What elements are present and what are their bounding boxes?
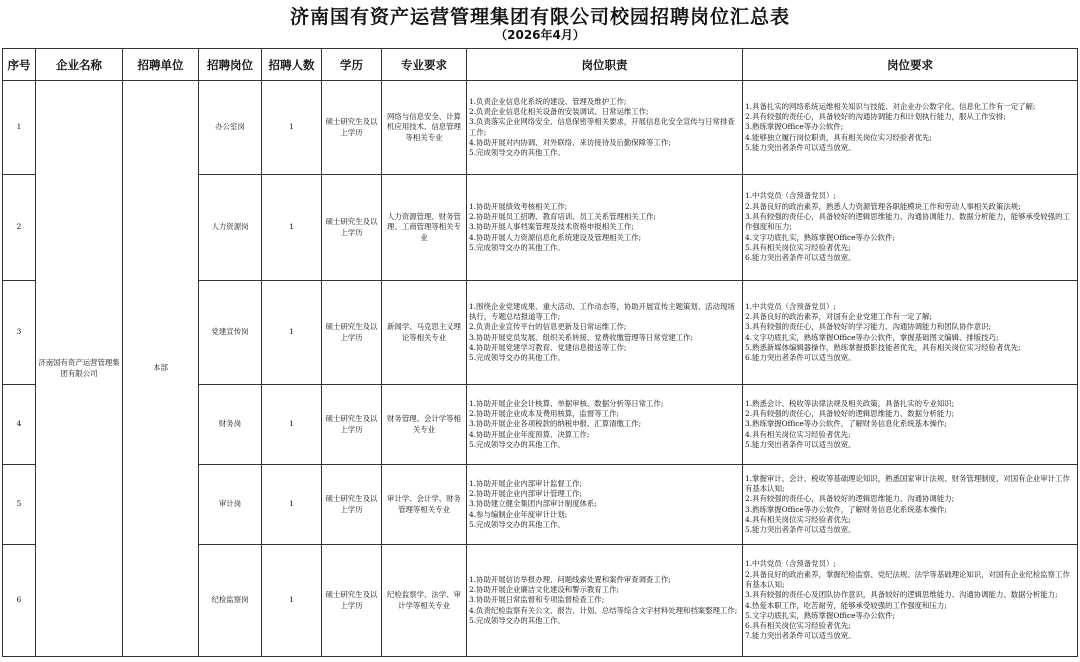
row-no: 3 bbox=[3, 281, 36, 385]
education: 硕士研究生及以上学历 bbox=[322, 545, 382, 657]
header-row bbox=[3, 49, 1078, 81]
requirement-line: 3.具有较强的责任心，具备较好的逻辑思维能力、沟通协调能力、数据分析能力，能够承受较强的工作强度和压力; bbox=[745, 212, 1070, 232]
header-education: 学历 bbox=[322, 49, 382, 81]
duty-line: 2.负责企业宣传平台的信息更新及日常运维工作; bbox=[469, 322, 627, 332]
duty-line: 5.完成领导交办的其他工作。 bbox=[469, 148, 565, 158]
duty-line: 4.协助开展人力资源信息化系统建设及管理相关工作; bbox=[469, 232, 642, 242]
requirement-line: 1.熟悉会计、税收等法律法规及相关政策，具备扎实的专业知识; bbox=[745, 398, 955, 408]
duty-line: 3.协助建立健全集团内部审计制度体系; bbox=[469, 499, 597, 509]
header-requirements: 岗位要求 bbox=[743, 49, 1078, 81]
company-name: 济南国有资产运营管理集团有限公司 bbox=[36, 81, 123, 657]
requirements-cell bbox=[743, 81, 1078, 175]
duties-cell bbox=[467, 175, 743, 281]
position-name: 党建宣传岗 bbox=[199, 281, 262, 385]
requirement-line: 4.热爱本职工作，吃苦耐劳，能够承受较强的工作强度和压力; bbox=[745, 600, 947, 610]
duty-line: 5.完成领导交办的其他工作。 bbox=[469, 242, 565, 252]
duty-line: 4.协助开展企业年度预算、决算工作; bbox=[469, 429, 590, 439]
requirement-line: 5.能力突出者条件可以适当放宽。 bbox=[745, 525, 856, 535]
duty-line: 4.协助开展党建学习教育、党建信息报送等工作; bbox=[469, 342, 627, 352]
requirements-cell bbox=[743, 385, 1078, 465]
duty-line: 2.协助开展企业廉洁文化建设和警示教育工作; bbox=[469, 585, 619, 595]
requirement-line: 1.掌握审计、会计、税收等基础理论知识，熟悉国家审计法规、财务管理制度，对国有企业审计工作有基本认知; bbox=[745, 473, 1070, 493]
position-name: 审计岗 bbox=[199, 465, 262, 545]
duty-line: 1.协助开展企业内部审计监督工作; bbox=[469, 478, 583, 488]
headcount: 1 bbox=[262, 175, 322, 281]
requirement-line: 6.能力突出者条件可以适当放宽。 bbox=[745, 353, 856, 363]
requirement-line: 4.具有相关岗位实习经验者优先; bbox=[745, 429, 851, 439]
document-title: 济南国有资产运营管理集团有限公司校园招聘岗位汇总表 bbox=[289, 6, 790, 28]
duties-cell bbox=[467, 281, 743, 385]
duty-line: 1.协助开展信访举报办理、问题线索处置和案件审查调查工作; bbox=[469, 574, 671, 584]
requirement-line: 3.熟练掌握Office等办公软件，了解财务信息化系统基本操作; bbox=[745, 504, 947, 514]
header-duties: 岗位职责 bbox=[467, 49, 743, 81]
row-no: 6 bbox=[3, 545, 36, 657]
requirements-cell bbox=[743, 175, 1078, 281]
position-name: 办公室岗 bbox=[199, 81, 262, 175]
duty-line: 3.负责落实企业网络安全、信息保密等相关要求，开展信息化安全宣传与日常排查工作; bbox=[469, 117, 735, 137]
duties-cell bbox=[467, 545, 743, 657]
duty-line: 2.负责企业信息化相关设备的安装调试、日常运维工作; bbox=[469, 106, 649, 116]
header-count: 招聘人数 bbox=[262, 49, 322, 81]
duty-line: 1.围绕企业党建成果、重大活动、工作动态等，协助开展宣传主题策划、活动现场执行，专题总结报道等工作; bbox=[469, 301, 735, 321]
duty-line: 2.协助开展企业成本及费用核算，监督等工作; bbox=[469, 409, 619, 419]
table-row bbox=[3, 81, 1078, 175]
headcount: 1 bbox=[262, 545, 322, 657]
duty-line: 3.协助开展人事档案管理及技术资格申报相关工作; bbox=[469, 222, 634, 232]
recruitment-table bbox=[2, 48, 1078, 657]
recruiting-unit: 本部 bbox=[123, 81, 199, 657]
requirement-line: 5.能力突出者条件可以适当放宽。 bbox=[745, 439, 856, 449]
headcount: 1 bbox=[262, 281, 322, 385]
requirement-line: 4.具有相关岗位实习经验者优先; bbox=[745, 514, 851, 524]
requirement-line: 5.能力突出者条件可以适当放宽。 bbox=[745, 142, 856, 152]
requirements-cell bbox=[743, 545, 1078, 657]
headcount: 1 bbox=[262, 385, 322, 465]
duty-line: 5.完成领导交办的其他工作。 bbox=[469, 615, 565, 625]
position-name: 纪检监察岗 bbox=[199, 545, 262, 657]
requirement-line: 2.具备良好的政治素养，熟悉人力资源管理各职能模块工作和劳动人事相关政策法规; bbox=[745, 201, 1021, 211]
requirement-line: 2.具有较强的责任心，具备较好的逻辑思维能力、沟通协调能力; bbox=[745, 494, 955, 504]
requirement-line: 1.中共党员（含预备党员）; bbox=[745, 191, 836, 201]
duties-cell bbox=[467, 385, 743, 465]
duty-line: 1.协助开展企业会计核算、单据审核、数据分析等日常工作; bbox=[469, 398, 664, 408]
requirement-line: 3.具有较强的责任心及团队协作意识，具备较好的逻辑思维能力、沟通协调能力、数据分析能力; bbox=[745, 590, 1058, 600]
position-name: 人力资源岗 bbox=[199, 175, 262, 281]
requirement-line: 2.具有较强的责任心，具备较好的逻辑思维能力、数据分析能力; bbox=[745, 409, 955, 419]
requirement-line: 3.熟练掌握Office等办公软件，了解财务信息化系统基本操作; bbox=[745, 419, 947, 429]
major: 人力资源管理、财务管理、工商管理等相关专业 bbox=[382, 175, 467, 281]
requirement-line: 5.具有相关岗位实习经验者优先; bbox=[745, 242, 851, 252]
headcount: 1 bbox=[262, 81, 322, 175]
requirement-line: 1.具备扎实的网络系统运维相关知识与技能、对企业办公数字化、信息化工作有一定了解; bbox=[745, 101, 1036, 111]
row-no: 2 bbox=[3, 175, 36, 281]
education: 硕士研究生及以上学历 bbox=[322, 175, 382, 281]
duty-line: 4.协助开展对内协调、对外联络、来访接待及后勤保障等工作; bbox=[469, 137, 671, 147]
requirement-line: 5.熟悉新媒体编辑器操作，熟练掌握摄影技能者优先，具有相关岗位实习经验者优先; bbox=[745, 342, 1021, 352]
requirement-line: 5.文字功底扎实，熟练掌握Office等办公软件; bbox=[745, 610, 895, 620]
headcount: 1 bbox=[262, 465, 322, 545]
education: 硕士研究生及以上学历 bbox=[322, 281, 382, 385]
major: 审计学、会计学、财务管理等相关专业 bbox=[382, 465, 467, 545]
major: 财务管理、会计学等相关专业 bbox=[382, 385, 467, 465]
duty-line: 3.协助开展日常监督和专项监督检查工作; bbox=[469, 595, 605, 605]
duty-line: 5.完成领导交办的其他工作。 bbox=[469, 353, 565, 363]
duty-line: 3.协助开展党员发展、组织关系转接、党费收缴管理等日常党建工作; bbox=[469, 332, 693, 342]
duty-line: 2.协助开展员工招聘、教育培训、员工关系管理相关工作; bbox=[469, 212, 656, 222]
requirement-line: 6.具有相关岗位实习经验者优先; bbox=[745, 621, 851, 631]
document-subtitle: （2026年4月） bbox=[495, 28, 585, 42]
requirement-line: 6.能力突出者条件可以适当放宽。 bbox=[745, 253, 856, 263]
duty-line: 5.完成领导交办的其他工作。 bbox=[469, 439, 565, 449]
duty-line: 1.协助开展绩效考核相关工作; bbox=[469, 201, 568, 211]
header-company: 企业名称 bbox=[36, 49, 123, 81]
requirement-line: 3.具有较强的责任心，具备较好的学习能力、沟通协调能力和团队协作意识; bbox=[745, 322, 992, 332]
requirement-line: 7.能力突出者条件可以适当放宽。 bbox=[745, 631, 856, 641]
education: 硕士研究生及以上学历 bbox=[322, 465, 382, 545]
header-position: 招聘岗位 bbox=[199, 49, 262, 81]
header-no: 序号 bbox=[3, 49, 36, 81]
requirement-line: 2.具备良好的政治素养，掌握纪检监察、党纪法规、法学等基础理论知识，对国有企业纪检监察工作有基本认知; bbox=[745, 569, 1070, 589]
duty-line: 5.完成领导交办的其他工作。 bbox=[469, 519, 565, 529]
requirement-line: 1.中共党员（含预备党员）; bbox=[745, 559, 836, 569]
row-no: 5 bbox=[3, 465, 36, 545]
requirement-line: 4.能够独立履行岗位职责，具有相关岗位实习经验者优先; bbox=[745, 132, 932, 142]
requirement-line: 3.熟练掌握Office等办公软件; bbox=[745, 122, 844, 132]
major: 纪检监察学、法学、审计学等相关专业 bbox=[382, 545, 467, 657]
requirement-line: 2.具有较强的责任心，具备较好的沟通协调能力和计划执行能力，服从工作安排; bbox=[745, 112, 1006, 122]
position-name: 财务岗 bbox=[199, 385, 262, 465]
requirement-line: 4.文字功底扎实，熟练掌握Office等办公软件; bbox=[745, 232, 895, 242]
duty-line: 3.协助开展企业各项税款的纳税申报、汇算清缴工作; bbox=[469, 419, 642, 429]
requirement-line: 4.文字功底扎实，熟练掌握Office等办公软件，掌握基础图文编辑、排版技巧; bbox=[745, 332, 999, 342]
duties-cell bbox=[467, 81, 743, 175]
row-no: 1 bbox=[3, 81, 36, 175]
duty-line: 4.参与编制企业年度审计计划; bbox=[469, 509, 568, 519]
duty-line: 2.协助开展企业内部审计管理工作; bbox=[469, 489, 583, 499]
duty-line: 4.负责纪检监察有关公文、报告、计划、总结等综合文字材料处理和档案整理工作; bbox=[469, 605, 738, 615]
major: 网络与信息安全、计算机应用技术、信息管理等相关专业 bbox=[382, 81, 467, 175]
row-no: 4 bbox=[3, 385, 36, 465]
requirement-line: 1.中共党员（含预备党员）; bbox=[745, 301, 836, 311]
header-unit: 招聘单位 bbox=[123, 49, 199, 81]
duty-line: 1.负责企业信息化系统的建设、管理及维护工作; bbox=[469, 96, 627, 106]
header-major: 专业要求 bbox=[382, 49, 467, 81]
education: 硕士研究生及以上学历 bbox=[322, 385, 382, 465]
major: 新闻学、马克思主义理论等相关专业 bbox=[382, 281, 467, 385]
requirement-line: 2.具备良好的政治素养，对国有企业党建工作有一定了解; bbox=[745, 311, 932, 321]
requirements-cell bbox=[743, 281, 1078, 385]
duties-cell bbox=[467, 465, 743, 545]
requirements-cell bbox=[743, 465, 1078, 545]
education: 硕士研究生及以上学历 bbox=[322, 81, 382, 175]
